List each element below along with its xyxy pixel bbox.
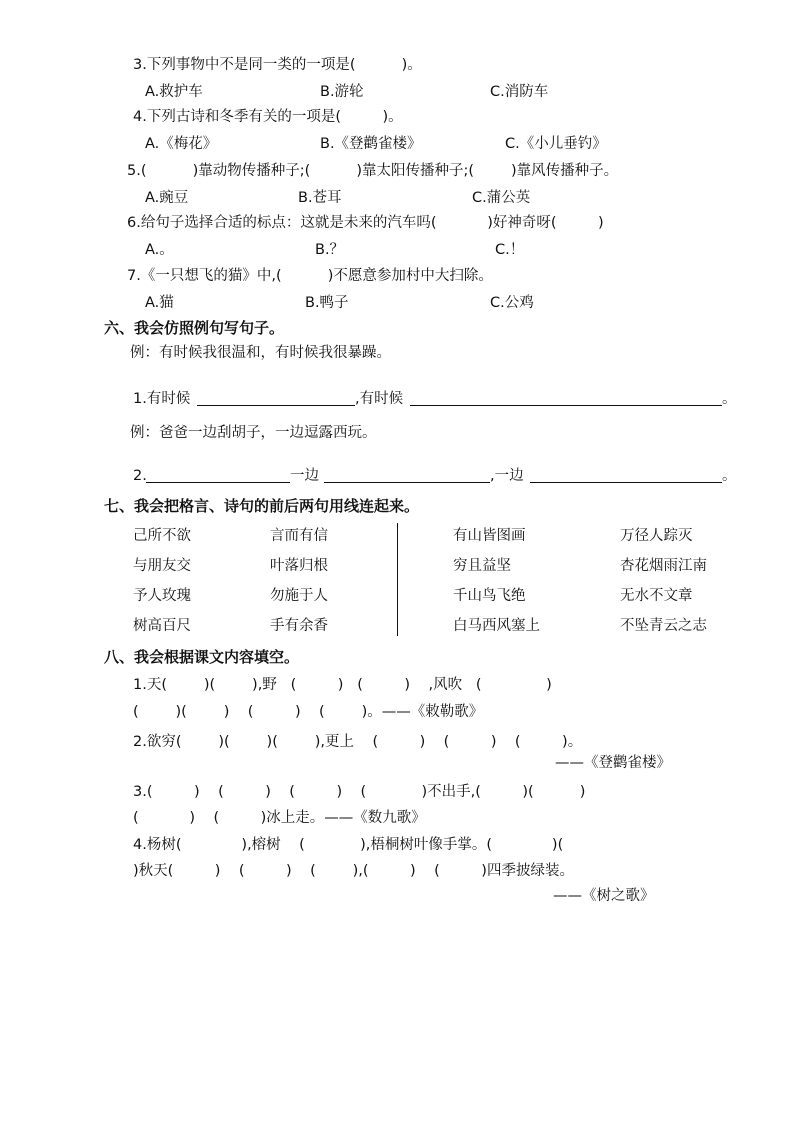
source-shuzhige: ——《树之歌》 <box>553 888 655 904</box>
s6-q1-end: 。 <box>722 391 737 407</box>
match-right-b3[interactable]: 无水不文章 <box>620 588 693 604</box>
match-right-b1[interactable]: 万径人踪灭 <box>620 528 693 544</box>
s6-q2-mid-1: 一边 <box>290 468 319 484</box>
s6-q2-blank-1[interactable] <box>146 482 290 483</box>
q6-stem: 6.给句子选择合适的标点：这就是未来的汽车吗( )好神奇呀( ) <box>127 215 604 231</box>
section6-example-2: 例：爸爸一边刮胡子，一边逗露西玩。 <box>130 425 377 441</box>
s6-q2-blank-2[interactable] <box>324 482 490 483</box>
q7-option-b: B.鸭子 <box>305 295 349 311</box>
fill-line-1[interactable]: 1.天( )( ),野 ( ) ( ) ,风吹 ( ) <box>133 677 552 693</box>
match-right-a1[interactable]: 有山皆图画 <box>453 528 526 544</box>
section6-example-1: 例：有时候我很温和，有时候我很暴躁。 <box>130 345 391 361</box>
fill-line-3[interactable]: 2.欲穷( )( )( ),更上 ( ) ( ) ( )。 <box>133 734 583 750</box>
s6-q2-prefix: 2. <box>133 468 147 484</box>
match-left-b2[interactable]: 叶落归根 <box>270 558 328 574</box>
q5-option-a: A.豌豆 <box>145 190 189 206</box>
fill-line-5[interactable]: ( ) ( )冰上走。——《数九歌》 <box>133 810 426 826</box>
fill-line-6[interactable]: 4.杨树( ),榕树 ( ),梧桐树叶像手掌。( )( <box>133 837 564 853</box>
s6-q1-blank-1[interactable] <box>197 405 355 406</box>
source-denglou: ——《登鹳雀楼》 <box>555 755 671 771</box>
q7-stem: 7.《一只想飞的猫》中,( )不愿意参加村中大扫除。 <box>127 268 493 284</box>
q3-option-b: B.游轮 <box>320 84 364 100</box>
s6-q2-mid-2: ,一边 <box>490 468 524 484</box>
s6-q1-blank-2[interactable] <box>410 405 722 406</box>
match-right-a3[interactable]: 千山鸟飞绝 <box>453 588 526 604</box>
section7-heading: 七、我会把格言、诗句的前后两句用线连起来。 <box>104 497 420 515</box>
q4-option-c: C.《小儿垂钓》 <box>505 136 607 152</box>
q3-stem: 3.下列事物中不是同一类的一项是( )。 <box>133 57 422 73</box>
q6-option-c: C.！ <box>495 242 525 258</box>
s6-q1-mid: ,有时候 <box>355 391 404 407</box>
match-left-b4[interactable]: 手有余香 <box>270 618 328 634</box>
fill-line-2[interactable]: ( )( ) ( ) ( )。——《敕勒歌》 <box>133 704 484 720</box>
s6-q1-prefix: 1.有时候 <box>133 391 191 407</box>
s6-q2-blank-3[interactable] <box>530 482 722 483</box>
q5-option-c: C.蒲公英 <box>472 190 531 206</box>
q3-option-c: C.消防车 <box>490 84 549 100</box>
match-left-a1[interactable]: 己所不欲 <box>133 528 191 544</box>
section8-heading: 八、我会根据课文内容填空。 <box>104 648 300 666</box>
match-right-a2[interactable]: 穷且益坚 <box>453 558 511 574</box>
match-divider <box>397 523 398 636</box>
match-left-a3[interactable]: 予人玫瑰 <box>133 588 191 604</box>
q4-option-b: B.《登鹳雀楼》 <box>320 136 422 152</box>
match-left-a2[interactable]: 与朋友交 <box>133 558 191 574</box>
q5-stem: 5.( )靠动物传播种子;( )靠太阳传播种子;( )靠风传播种子。 <box>127 163 619 179</box>
s6-q2-end: 。 <box>722 468 737 484</box>
match-left-b3[interactable]: 勿施于人 <box>270 588 328 604</box>
fill-line-7[interactable]: )秋天( ) ( ) ( ),( ) ( )四季披绿装。 <box>133 863 574 879</box>
q4-stem: 4.下列古诗和冬季有关的一项是( )。 <box>133 109 403 125</box>
q5-option-b: B.苍耳 <box>298 190 342 206</box>
section6-heading: 六、我会仿照例句写句子。 <box>104 319 285 337</box>
match-right-b2[interactable]: 杏花烟雨江南 <box>620 558 707 574</box>
fill-line-4[interactable]: 3.( ) ( ) ( ) ( )不出手,( )( ) <box>133 784 586 800</box>
match-right-b4[interactable]: 不坠青云之志 <box>620 618 707 634</box>
q6-option-b: B.？ <box>315 242 345 258</box>
q7-option-c: C.公鸡 <box>490 295 534 311</box>
q3-option-a: A.救护车 <box>145 84 203 100</box>
q6-option-a: A.。 <box>145 242 174 258</box>
q7-option-a: A.猫 <box>145 295 174 311</box>
match-right-a4[interactable]: 白马西风塞上 <box>453 618 540 634</box>
q4-option-a: A.《梅花》 <box>145 136 218 152</box>
match-left-a4[interactable]: 树高百尺 <box>133 618 191 634</box>
match-left-b1[interactable]: 言而有信 <box>270 528 328 544</box>
